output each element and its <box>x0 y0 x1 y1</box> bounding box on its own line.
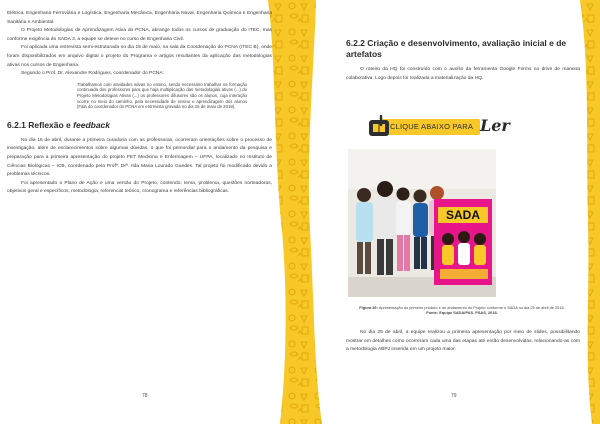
paragraph-hq: O roteiro da HQ foi construído com o auxílio da ferramenta Google Forms no drive de maneira colaborativa. Logo depois foi realizada a materialização da HQ. <box>346 67 580 81</box>
right-page-content <box>346 38 580 83</box>
section-heading-reflection <box>7 120 272 131</box>
figure-caption <box>346 305 578 315</box>
caption-text: Apresentação do primeiro produto e do andamento do Projeto conforme o SADA no dia 25 de abril de 2018. <box>377 305 565 310</box>
comic-title: SADA <box>445 208 481 222</box>
page-number-left: 78 <box>142 393 148 399</box>
heading-prefix: 6.2.1 Reflexão e <box>7 119 74 130</box>
paragraph-project: O Projeto Metodologias de Aprendizagem Ativa do PCNA, abrange todos os cursos de graduação do ITEC, mas conforme exigência do SADA 3, a equipe se deteve no curso de Engenharia Civil. <box>7 28 272 42</box>
right-page <box>300 0 600 424</box>
photo-illustration <box>348 149 496 297</box>
banner-ler-word: Ler <box>480 116 510 135</box>
section-heading-creation: 6.2.2 Criação e desenvolvimento, avaliação inicial e de artefatos <box>346 38 567 59</box>
paragraph-plan: Foi apresentado o Plano de Ação e uma versão do Projeto, contendo: tema, problema, questões norteadoras, objetivos geral e específicos, metodologia, referencial teórico, cronograma e referências bibliográficas. <box>7 180 272 195</box>
left-page-content <box>7 10 272 197</box>
paragraph-presentation: No dia 25 de abril, a equipe realizou a primeira apresentação por meio de slides, possibilitando mostrar em detalhes como ocorreram cada uma das etapas até então desenvolvidas, relacionando-as com a metodologia ABPJ inserida em um projeto maior. <box>346 330 580 353</box>
comic-poster <box>434 199 492 285</box>
paragraph-courses: Elétrica, Engenharia Ferroviária e Logística, Engenharia Mecânica, Engenharia Naval, Engenharia Química e Engenharia Sanitária e Ambiental. <box>7 11 272 25</box>
caption-label: Figura 39: <box>359 305 378 310</box>
paragraph-interview: Foi aplicada uma entrevista semi-estruturada no dia 15 de maio, na sala da Coordenação do PCNA (ITEC B), onde foram disponibilizados em arquivo digital o projeto do Programa e artigos resultantes da aplicação das metodologias ativas nos cursos de Engenharia. <box>7 45 272 68</box>
people-group <box>356 181 446 275</box>
caption-source: Fonte: Equipe SADA/PAS. PSAS, 2018. <box>426 310 498 315</box>
banner-text: CLIQUE ABAIXO PARA <box>390 122 474 131</box>
book-hand-icon <box>368 114 390 140</box>
read-comic-banner[interactable] <box>368 114 519 140</box>
paragraph-coordinator: Segundo o Prof. Dr. Alexandre Rodrigues, coordenador do PCNA: <box>21 71 164 77</box>
right-page-lower-content <box>346 329 580 355</box>
block-quote: Trabalhamos com atividades ativas no ensino, sendo necessário trabalhar na formação continuada dos professores para que haja multiplicação das metodologias ativas (...) do Projeto Metodologias Ativas (...) os professores difusores são os alunos, cuja interação ocorre no meio do caminho, pela necessidade de ensino e aprendizagem dos alunos (Fala do coordenador do PCNA em entrevista gravada no dia 15 de maio de 2018). <box>77 81 247 110</box>
presentation-photo <box>348 149 496 297</box>
heading-italic: feedback <box>73 119 111 130</box>
page-number-right: 79 <box>451 393 457 399</box>
paragraph-reflection: No dia 16 de abril, durante a primeira curadoria com as professoras, ocorreram orientações sobre o processo de investigação, além de esclarecimentos sobre algumas dúvidas, o que foi primordial para o andamento da pesquisa e preparação para a primeira apresentação do projeto FET Medicina e Enfermagem – UFPA, localizado no Instituto de Ciências Biológicas – ICB, coordenado pela Profª. Drª. Ilda Maria Lourado Guedes. Tal projeto foi modificado devido a problemas técnicos. <box>7 137 272 178</box>
